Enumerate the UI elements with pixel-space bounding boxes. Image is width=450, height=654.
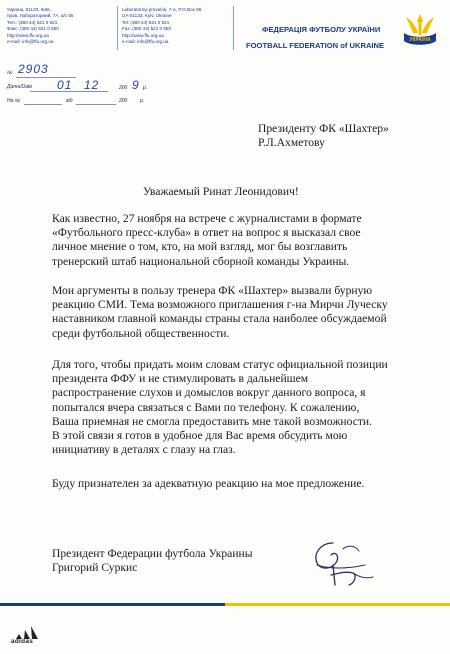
text-line: Буду признателен за адекватную реакцию на мое предложение. bbox=[52, 477, 365, 490]
text-line: распространение слухов и домыслов вокруг данного вопроса, я bbox=[52, 386, 366, 400]
text-line: Мои аргументы в пользу тренера ФК «Шахтер» вызвали бурную bbox=[52, 284, 373, 297]
address-line: UA-01133, Kyiv, Ukraine bbox=[122, 13, 172, 19]
number-value: 2903 bbox=[18, 62, 49, 76]
paragraph bbox=[52, 284, 388, 341]
signature-block bbox=[52, 547, 253, 575]
recipient-block bbox=[258, 122, 389, 150]
greeting: Уважаемый Ринат Леонидович! bbox=[143, 185, 299, 198]
letterhead-address-ua bbox=[7, 7, 73, 45]
text-line: среди футбольной общественности. bbox=[52, 326, 230, 340]
reply-year: 200 bbox=[119, 98, 128, 104]
text-line: наставником главной команды страны стала наиболее обсуждаемой bbox=[52, 312, 387, 326]
footer-stripe bbox=[0, 603, 450, 606]
date-year-suffix-label: р. bbox=[143, 85, 148, 91]
address-line: Україна, 01133, Київ, bbox=[7, 7, 51, 12]
address-line: Tel: (380 44) 521 0 521 bbox=[122, 19, 170, 25]
date-year-suffix: 9 bbox=[132, 78, 140, 92]
address-line: http://www.ffu.org.ua bbox=[122, 32, 164, 38]
date-day: 01 bbox=[57, 78, 73, 92]
address-line: e-mail: info@ffu.org.ua bbox=[7, 39, 54, 45]
text-line: Ваша приемная не смогла предоставить мне такой возможности. bbox=[52, 414, 373, 428]
letterhead-address-en bbox=[122, 7, 201, 45]
letterhead-divider bbox=[233, 6, 234, 50]
reply-year-suffix: р. bbox=[140, 98, 145, 104]
recipient-title: Президенту ФК «Шахтер» bbox=[258, 122, 389, 135]
text-line: президента ФФУ и не стимулировать в дальнейшем bbox=[52, 372, 309, 386]
address-line: Laboratornyi provulok, 7-А, P.O.Box 55 bbox=[122, 7, 202, 12]
date-month: 12 bbox=[84, 78, 100, 92]
paragraph bbox=[52, 477, 364, 491]
address-line: Тел.: (380 44) 521 0 521 bbox=[7, 19, 58, 25]
text-line: тренерский штаб национальной сборной команды Украины. bbox=[52, 254, 350, 268]
federation-name-en: FOOTBALL FEDERATION of UKRAINE bbox=[246, 41, 385, 50]
reply-number-line bbox=[24, 104, 62, 105]
signer-title: Президент Федерации футбола Украины bbox=[52, 547, 253, 560]
paragraph bbox=[52, 358, 388, 457]
text-line: попытался вчера связаться с Вами по телефону. К сожалению, bbox=[52, 400, 360, 414]
signer-name: Григорий Суркис bbox=[52, 561, 138, 575]
reply-from-label: від bbox=[66, 98, 73, 104]
text-line: В этой связи я готов в удобное для Вас время обсудить мою bbox=[52, 429, 348, 443]
text-line: реакцию СМИ. Тема возможного приглашения г-на Мирчи Луческу bbox=[52, 298, 388, 312]
reply-date-line bbox=[76, 104, 116, 105]
handwritten-signature bbox=[303, 535, 377, 597]
text-line: личное мнение о том, кто, на мой взгляд, мог бы возглавить bbox=[52, 240, 348, 254]
adidas-wordmark: adidas bbox=[11, 638, 34, 645]
text-line: инициативу в деталях с глазу на глаз. bbox=[52, 443, 236, 457]
date-year-prefix: 200 bbox=[119, 85, 128, 91]
text-line: «Футбольного пресс-клуба» в ответ на вопрос я высказал свое bbox=[52, 226, 361, 240]
reply-label: На № bbox=[7, 98, 21, 104]
text-line: Для того, чтобы придать моим словам статус официальной позиции bbox=[52, 358, 388, 371]
letterhead-divider bbox=[117, 6, 118, 50]
number-label: № bbox=[7, 70, 13, 76]
date-label: Дата/Date bbox=[7, 84, 33, 90]
logo-text: УКРАЇНА bbox=[409, 37, 431, 43]
address-line: e-mail: info@ffu.org.ua bbox=[122, 39, 169, 45]
address-line: Факс: (380 44) 521 0 550 bbox=[7, 26, 59, 32]
text-line: Как известно, 27 ноября на встрече с журналистами в формате bbox=[52, 212, 362, 225]
recipient-name: Р.Л.Ахметову bbox=[258, 136, 325, 150]
ffu-emblem-logo bbox=[398, 11, 442, 51]
federation-name-ua: ФЕДЕРАЦІЯ ФУТБОЛУ УКРАЇНИ bbox=[262, 25, 381, 34]
address-line: пров. Лабораторний, 7А, а/с 55 bbox=[7, 13, 74, 19]
address-line: Fax: (380 44) 521 0 550 bbox=[122, 26, 172, 32]
paragraph bbox=[52, 212, 362, 269]
address-line: http://www.ffu.org.ua bbox=[7, 32, 49, 38]
